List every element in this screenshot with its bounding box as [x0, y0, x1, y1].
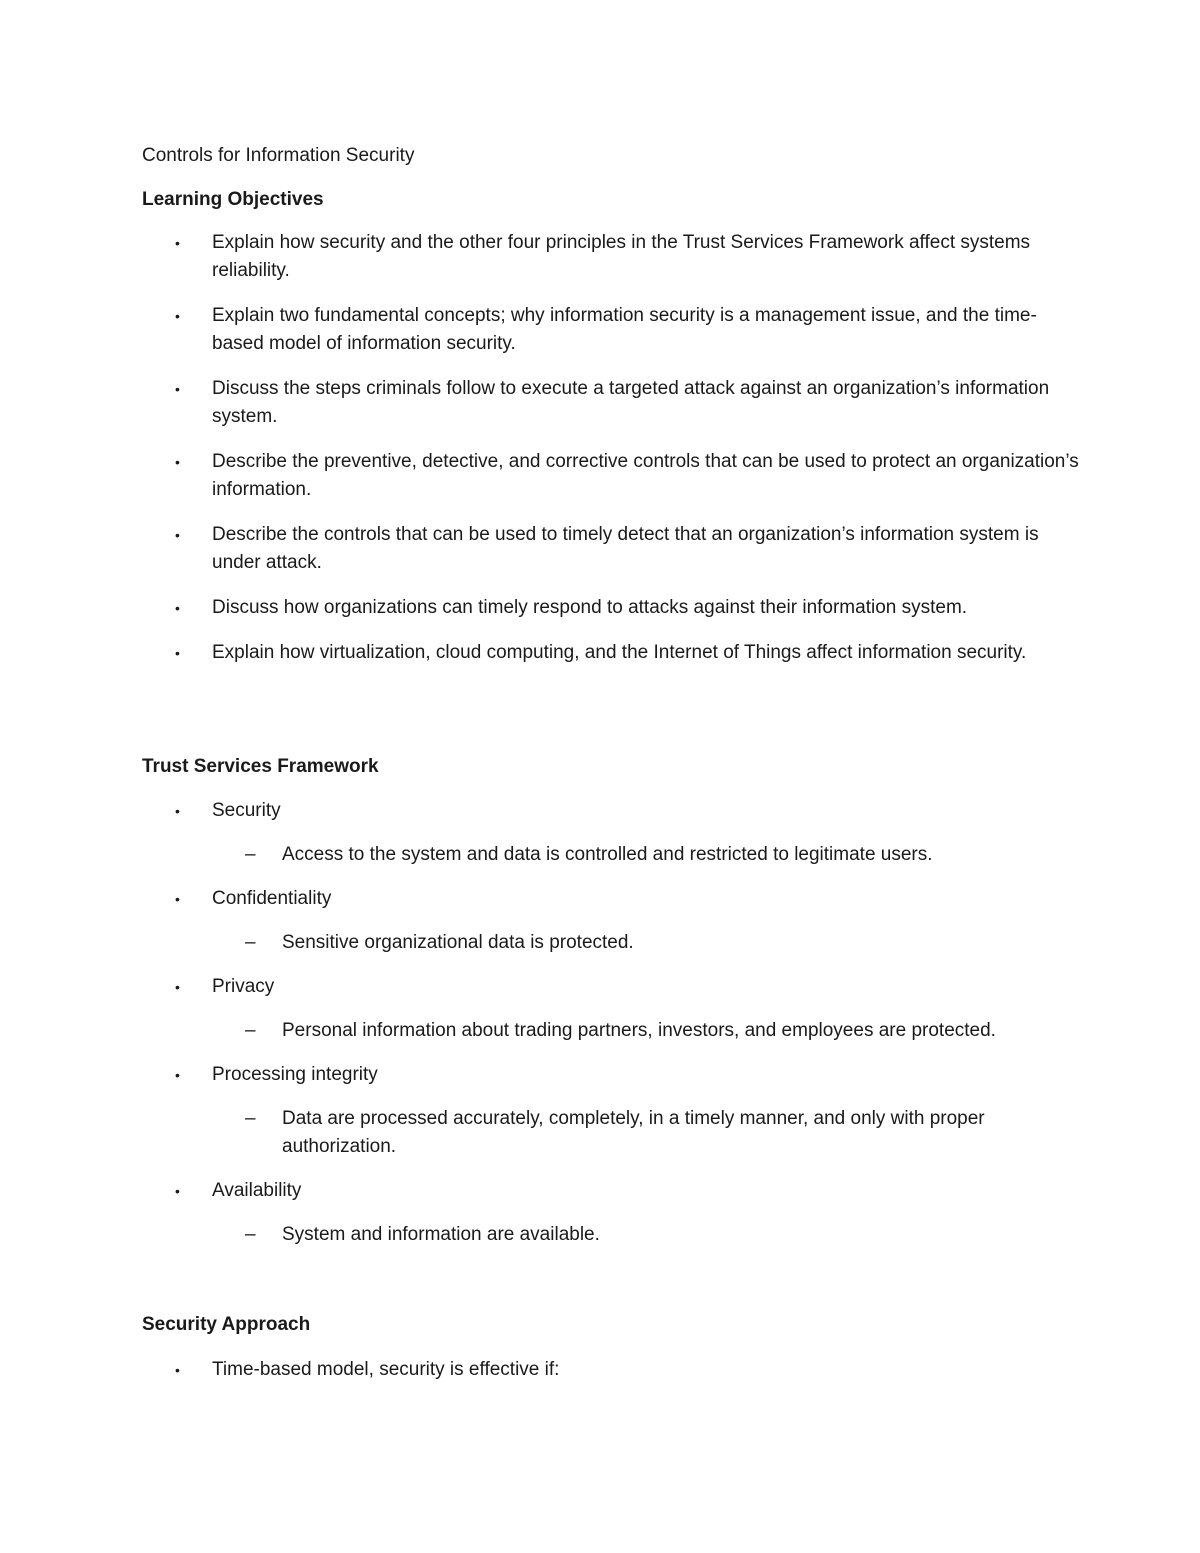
list-item: [142, 229, 1082, 285]
document-title: Controls for Information Security: [142, 145, 415, 166]
principle-detail: Personal information about trading partners, investors, and employees are protected.: [282, 1020, 996, 1041]
bullet-icon: •: [175, 1067, 180, 1083]
objective-text: Discuss the steps criminals follow to execute a targeted attack against an organization’s information system.: [212, 378, 1050, 427]
principle-label: Privacy: [212, 976, 275, 997]
dash-icon: –: [245, 844, 256, 865]
list-item: [142, 639, 1082, 667]
dash-icon: –: [245, 932, 256, 953]
learning-objectives-list: [142, 229, 1082, 684]
learning-objectives-heading: Learning Objectives: [142, 189, 324, 210]
sub-list-item: [142, 1221, 1082, 1249]
list-item: [142, 594, 1082, 622]
bullet-icon: •: [175, 381, 180, 397]
dash-icon: –: [245, 1020, 256, 1041]
list-item: [142, 521, 1082, 577]
bullet-icon: •: [175, 235, 180, 251]
trust-services-list: [142, 797, 1082, 1265]
bullet-icon: •: [175, 454, 180, 470]
list-item: [142, 302, 1082, 358]
bullet-icon: •: [175, 1362, 180, 1378]
security-approach-heading: Security Approach: [142, 1314, 311, 1335]
dash-icon: –: [245, 1108, 256, 1129]
principle-label: Confidentiality: [212, 888, 332, 909]
principle-detail: Sensitive organizational data is protected.: [282, 932, 634, 953]
list-item: [142, 1356, 1082, 1384]
bullet-icon: •: [175, 891, 180, 907]
principle-label: Processing integrity: [212, 1064, 378, 1085]
bullet-icon: •: [175, 308, 180, 324]
list-item: [142, 448, 1082, 504]
list-item: [142, 375, 1082, 431]
principle-label: Security: [212, 800, 281, 821]
principle-detail: Access to the system and data is controlled and restricted to legitimate users.: [282, 844, 933, 865]
bullet-icon: •: [175, 600, 180, 616]
sub-list-item: [142, 1017, 1082, 1045]
objective-text: Discuss how organizations can timely respond to attacks against their information system.: [212, 597, 968, 618]
bullet-icon: •: [175, 527, 180, 543]
list-item: [142, 885, 1082, 913]
objective-text: Describe the controls that can be used to timely detect that an organization’s information system is under attack.: [212, 524, 1039, 573]
bullet-icon: •: [175, 645, 180, 661]
security-approach-list: [142, 1356, 1082, 1384]
objective-text: Describe the preventive, detective, and corrective controls that can be used to protect an organization’s information.: [212, 451, 1079, 500]
bullet-icon: •: [175, 803, 180, 819]
principle-detail: Data are processed accurately, completely, in a timely manner, and only with proper authorization.: [282, 1108, 985, 1157]
objective-text: Explain how security and the other four principles in the Trust Services Framework affect systems reliability.: [212, 232, 1031, 281]
list-item: [142, 1177, 1082, 1205]
objective-text: Explain two fundamental concepts; why information security is a management issue, and the time-based model of information security.: [212, 305, 1037, 354]
list-item: [142, 797, 1082, 825]
principle-detail: System and information are available.: [282, 1224, 600, 1245]
sub-list-item: [142, 929, 1082, 957]
dash-icon: –: [245, 1224, 256, 1245]
principle-label: Availability: [212, 1180, 302, 1201]
trust-services-heading: Trust Services Framework: [142, 756, 379, 777]
list-item: [142, 1061, 1082, 1089]
objective-text: Explain how virtualization, cloud computing, and the Internet of Things affect information security.: [212, 642, 1027, 663]
list-item: [142, 973, 1082, 1001]
approach-text: Time-based model, security is effective if:: [212, 1359, 560, 1380]
sub-list-item: [142, 841, 1082, 869]
bullet-icon: •: [175, 979, 180, 995]
sub-list-item: [142, 1105, 1082, 1161]
bullet-icon: •: [175, 1183, 180, 1199]
